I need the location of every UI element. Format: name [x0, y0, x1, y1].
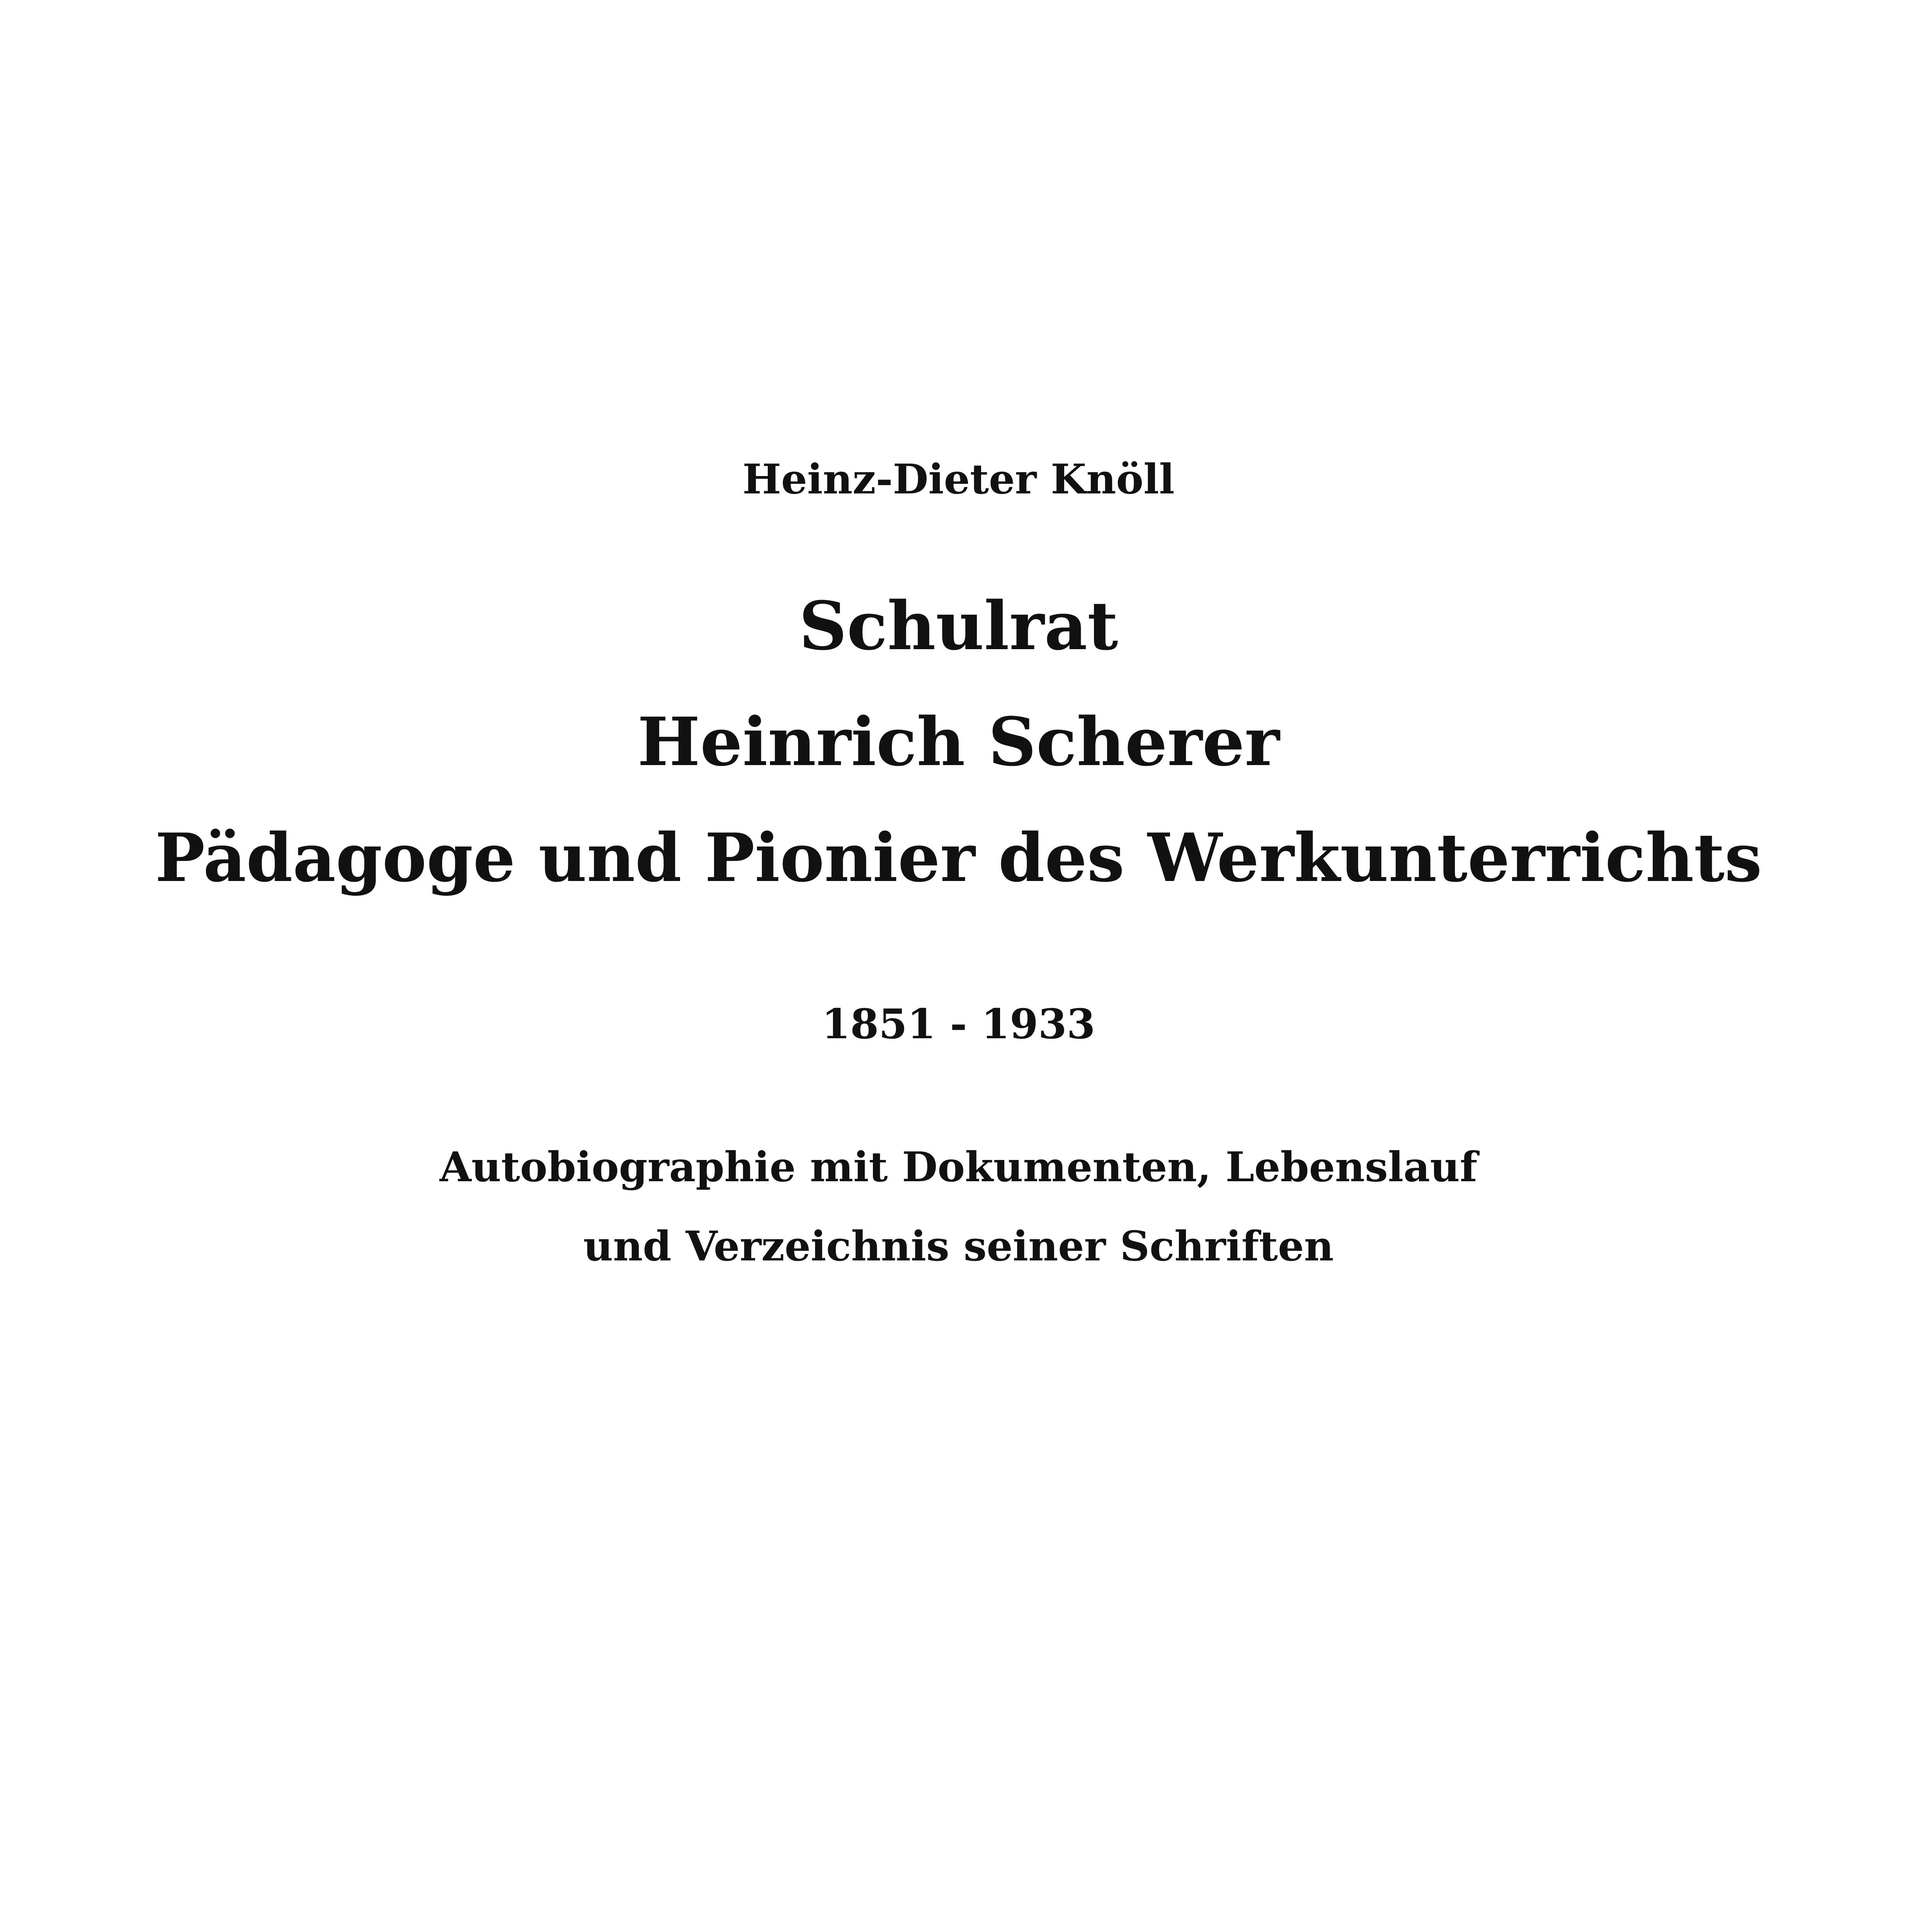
title-line-2: Heinrich Scherer: [637, 702, 1280, 781]
author-name: Heinz-Dieter Knöll: [742, 455, 1175, 503]
subtitle-line-1: Autobiographie mit Dokumenten, Lebenslauf: [439, 1143, 1478, 1191]
title-line-3: Pädagoge und Pionier des Werkunterrichts: [155, 818, 1762, 897]
title-line-1: Schulrat: [799, 587, 1118, 665]
subtitle-line-2: und Verzeichnis seiner Schriften: [583, 1222, 1334, 1270]
life-years: 1851 - 1933: [822, 1000, 1095, 1048]
